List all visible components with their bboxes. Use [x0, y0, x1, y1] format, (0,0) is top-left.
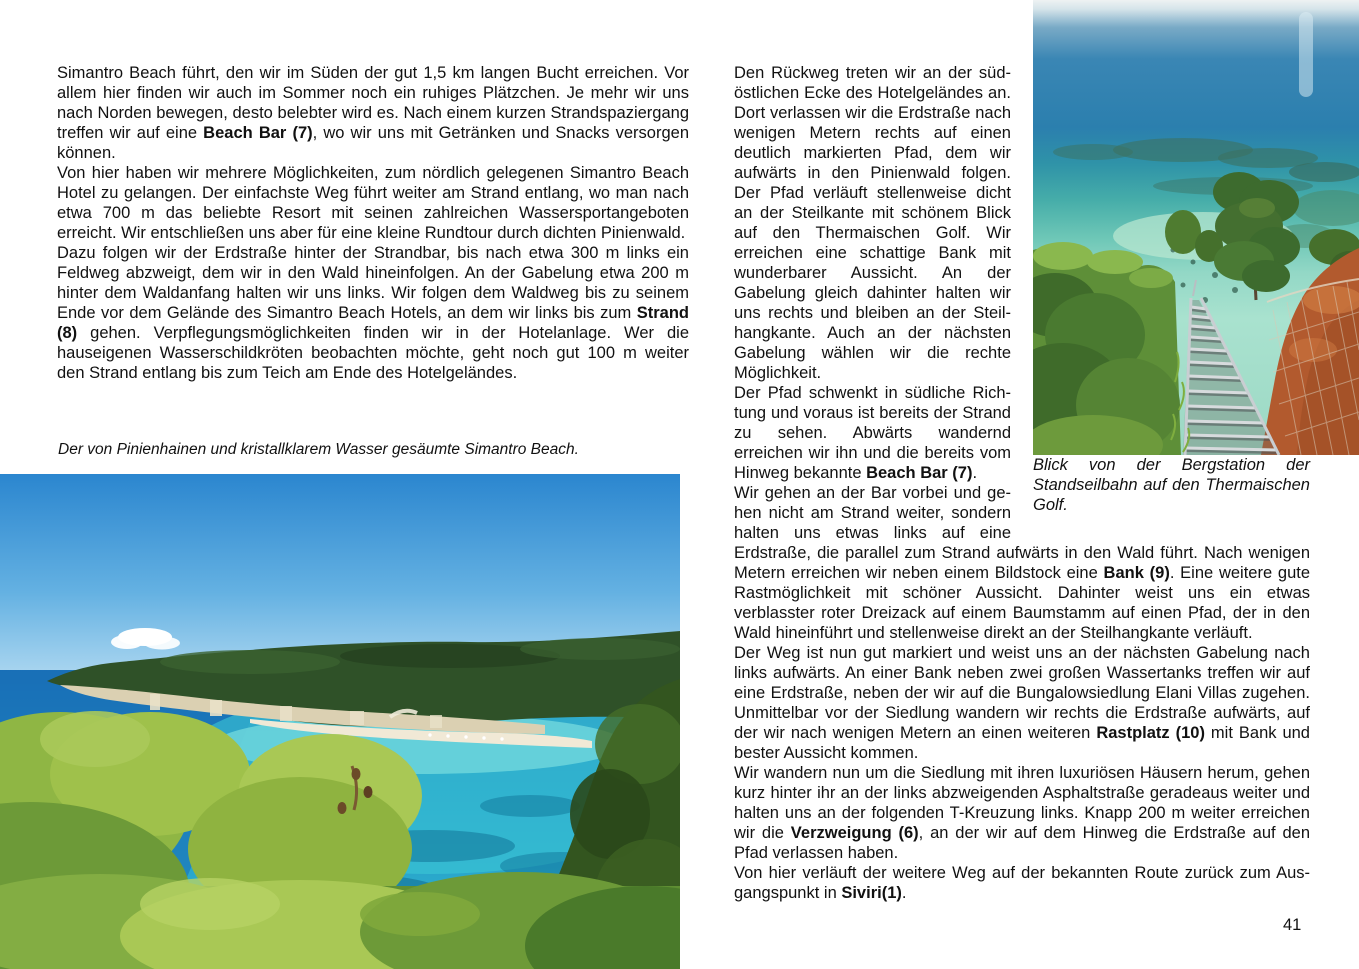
- funicular-photo: [1033, 0, 1359, 455]
- paragraph: Der Pfad schwenkt in südliche Richtung und voraus ist bereits der Strand zu sehen. Abwärts wandernd erreichen wir ihn und die bereits vom Hinweg bekannte Beach Bar (7).: [734, 384, 1011, 482]
- paragraph: Der Weg ist nun gut markiert und weist uns an der nächsten Gabelung nach links aufwärts. An einer Bank neben zwei großen Wassertanks treffen wir auf eine Erdstraße, neben der wir auf die Bungalowsiedlung Elani Villas zugehen. Unmittelbar vor der Siedlung wandern wir rechts die Erdstraße aufwärts, auf der wir nach wenigen Metern an einen weiteren Rastplatz (10) mit Bank und bester Aussicht kommen.: [734, 644, 1310, 762]
- right-photo-caption: Blick von der Bergstation der Standseilbahn auf den Thermaischen Golf.: [1033, 456, 1310, 514]
- funicular-photo-illustration: [1033, 0, 1359, 455]
- paragraph: Von hier haben wir mehrere Möglichkeiten, zum nördlich gelegenen Simantro Beach Hotel zu gelangen. Der einfachste Weg führt weiter am Strand entlang, wo man nach etwa 700 m das beliebte Resort mit seinen zahlreichen Wassersportangeboten erreicht. Wir entschließen uns aber für eine kleine Rundtour durch dichten Pinienwald.: [57, 164, 689, 242]
- right-photo-block: [1033, 63, 1310, 515]
- page-number: 41: [1283, 916, 1302, 934]
- beach-photo-illustration: [0, 474, 680, 969]
- paragraph: Dazu folgen wir der Erdstraße hinter der Strandbar, bis nach etwa 300 m links ein Feldweg abzweigt, dem wir in den Wald hineinfolgen. An der Gabelung etwa 200 m hinter dem Waldanfang halten wir uns links. Wir folgen dem Waldweg bis zu seinem Ende vor dem Gelände des Simantro Beach Hotels, an dem wir links bis zum Strand (8) gehen. Verpflegungsmöglichkeiten finden wir in der Hotelanlage. Wer die hauseigenen Wasserschildkröten beobachten möchte, geht noch gut 100 m weiter den Strand entlang bis zum Teich am Ende des Hotelgeländes.: [57, 244, 689, 382]
- paragraph: Simantro Beach führt, den wir im Süden der gut 1,5 km langen Bucht erreichen. Vor allem hier finden wir auch im Sommer noch ein ruhiges Plätzchen. Je mehr wir uns nach Norden bewegen, desto belebter wird es. Nach einem kurzen Strandspaziergang treffen wir auf eine Beach Bar (7), wo wir uns mit Getränken und Snacks versorgen können.: [57, 64, 689, 162]
- paragraph: Den Rückweg treten wir an der südöstlichen Ecke des Hotelgeländes an. Dort verlassen wir die Erdstraße nach wenigen Metern rechts auf einen deutlich markierten Pfad, dem wir aufwärts in den Pinienwald folgen. Der Pfad verläuft stellenweise dicht an der Steilkante mit schönem Blick auf den Thermaischen Golf. Wir erreichen eine schattige Bank mit wunderbarer Aussicht. An der Gabelung gleich dahinter halten wir uns rechts und bleiben an der Steilhangkante. Auch an der nächsten Gabelung wählen wir die rechte Möglichkeit.: [734, 64, 1011, 382]
- left-text-column: [57, 63, 689, 383]
- paragraph: Wir gehen an der Bar vorbei und gehen nicht am Strand weiter, sondern halten uns etwas links auf eine Erdstraße, die parallel zum Strand aufwärts in den Wald führt. Nach wenigen Metern erreichen wir neben einem Bildstock eine Bank (9). Eine weitere gute Rastmöglichkeit mit schöner Aussicht. Dahinter weist uns ein etwas verblasster roter Dreizack auf einem Baumstamm auf einen Pfad, der in den Wald hineinführt und stellenweise direkt an der Steilhangkante verläuft.: [734, 484, 1311, 642]
- paragraph: Wir wandern nun um die Siedlung mit ihren luxuriösen Häusern herum, gehen kurz hinter ihr an der links abzweigenden Asphaltstraße geradeaus weiter und halten uns an der folgenden T-Kreuzung links. Knapp 200 m weiter erreichen wir die Verzweigung (6), an der wir auf dem Hinweg die Erdstraße auf den Pfad verlassen haben.: [734, 764, 1310, 862]
- paragraph: Von hier verläuft der weitere Weg auf der bekannten Route zurück zum Ausgangspunkt in Siviri(1).: [734, 864, 1310, 902]
- left-photo-caption: Der von Pinienhainen und kristallklarem Wasser gesäumte Simantro Beach.: [58, 441, 579, 458]
- right-text-column: [734, 63, 1310, 903]
- beach-photo: [0, 474, 680, 969]
